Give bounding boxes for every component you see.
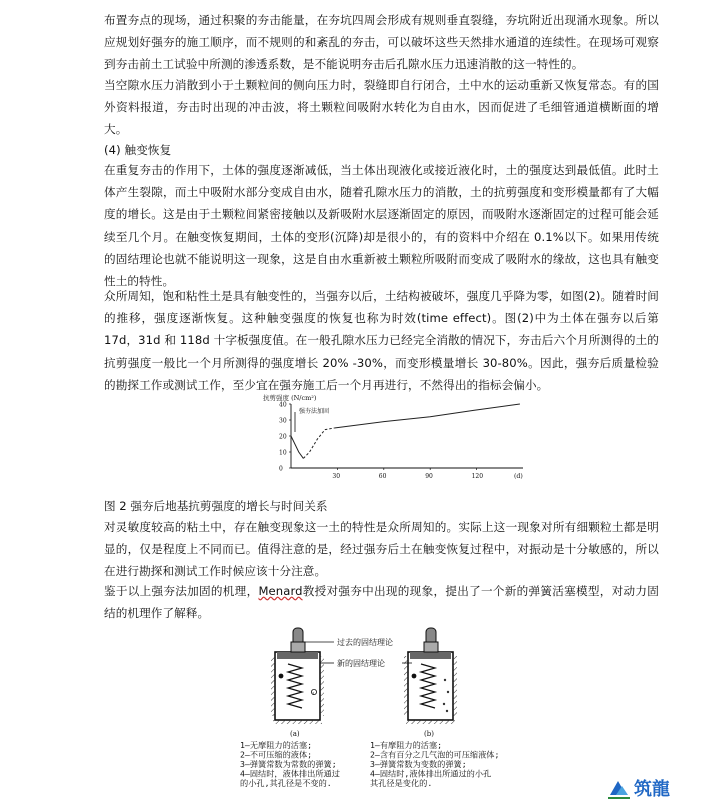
- svg-text:1: 1: [312, 691, 315, 696]
- section-heading-4: (4) 触变恢复: [104, 143, 172, 157]
- logo-text: 筑龍: [634, 779, 670, 800]
- strength-curve-segment-3: [334, 404, 520, 428]
- x-unit-label: (d): [514, 473, 523, 480]
- new-theory-label: 新的固结理论: [337, 659, 385, 668]
- x-tick-label: 60: [378, 473, 387, 480]
- chart-annotation: 强夯法加固: [299, 408, 330, 415]
- legend-line: 4—固结时,液体排出所通过的小孔: [370, 768, 492, 779]
- paragraph-6-end: 教授对强夯中出现的现象，提出了一个新的弹簧活塞模型，对动力固结的机理作了解释。: [104, 584, 659, 621]
- y-tick-label: 0: [279, 465, 283, 473]
- piston-model-a: [271, 628, 324, 724]
- panel-a-label: (a): [290, 730, 300, 738]
- spring-b: [421, 664, 435, 708]
- old-theory-label: 过去的固结理论: [337, 638, 393, 647]
- x-tick-label: 30: [332, 473, 341, 480]
- y-tick-label: 30: [279, 417, 287, 425]
- paragraph-3: 在重复夯击的作用下，土体的强度逐渐减低，当土体出现液化或接近液化时，土的强度达到最低值。此时土体产生裂隙，而土中吸附水部分变成自由水，随着孔隙水压力的消散，土的抗剪强度和变形模量都有了大幅度的增长。这是由于土颗粒间紧密接触以及新吸附水层逐渐固定的原因，而吸附水逐渐固定的过程可能会延续至几个月。在触变恢复期间，土体的变形(沉降)却是很小的，有的资料中介绍在 0.1%以下。如果用传统的固结理论也就不能说明这一现象，这是自由水重新被土颗粒所吸附而变成了吸附水的缘故，这也具有触变性土的特性。: [104, 163, 659, 289]
- legend-model-a: [240, 740, 340, 788]
- brand-logo: [606, 773, 706, 799]
- y-tick-label: 40: [279, 401, 287, 409]
- legend-line: 4—固结时，液体排出所通过: [240, 768, 340, 779]
- legend-line: 2—含有百分之几气泡的可压缩液体;: [370, 749, 500, 760]
- x-tick-label: 90: [425, 473, 433, 480]
- legend-line: 1—有摩阻力的活塞;: [370, 740, 443, 750]
- paragraph-1: 布置夯点的现场，通过积聚的夯击能量，在夯坑四周会形成有规则垂直裂缝，夯坑附近出现涌水现象。所以应规划好强夯的施工顺序，而不规则的和紊乱的夯击，可以破坏这些天然排水通道的连续性。在现场可观察到夯击前土工试验中所测的渗透系数，是不能说明夯击后孔隙水压力迅速消散的这一特性的。: [104, 13, 659, 72]
- figure-2-caption: 图 2 强夯后地基抗剪强度的增长与时间关系: [104, 499, 328, 513]
- y-tick-label: 20: [279, 433, 287, 441]
- chart-ylabel: 抗剪强度 (N/cm²): [263, 394, 317, 402]
- piston-a: [277, 652, 318, 659]
- legend-line: 其孔径是变化的.: [370, 778, 433, 788]
- legend-line: 1—无摩阻力的活塞;: [240, 740, 313, 750]
- spring-piston-model-figure: [240, 618, 500, 790]
- legend-line: 3—弹簧常数为变数的弹簧;: [370, 759, 467, 769]
- logo-mark-icon: [606, 773, 706, 799]
- y-tick-label: 10: [279, 449, 287, 457]
- legend-model-b: [370, 740, 499, 788]
- menard-name: Menard: [258, 584, 303, 598]
- strength-curve-segment-1: [291, 436, 303, 458]
- panel-b-label: (b): [424, 730, 434, 738]
- legend-line: 2—不可压缩的液体;: [240, 749, 313, 760]
- spring-a: [288, 664, 302, 708]
- shear-strength-chart: [255, 390, 535, 482]
- strength-curve-segment-2: [303, 428, 334, 458]
- x-tick-label: 120: [471, 473, 484, 480]
- paragraph-2: 当空隙水压力消散到小于土颗粒间的侧向压力时，裂缝即自行闭合，土中水的运动重新又恢复常态。有的国外资料报道，夯击时出现的冲击波，将土颗粒间吸附水转化为自由水，因而促进了毛细管通道横断面的增大。: [104, 78, 659, 137]
- paragraph-4: 众所周知，饱和粘性土是具有触变性的，当强夯以后，土结构被破坏，强度几乎降为零，如图(2)。随着时间的推移，强度逐渐恢复。这种触变强度的恢复也称为时效(time effect)。图(2)中为土体在强夯以后第 17d，31d 和 118d 十字板强度值。在一般孔隙水压力已经完全消散的情况下，夯击后六个月所测得的土的抗剪强度一般比一个月所测得的强度增长 20% -30%，而变形模量增长 30-80%。因此，强夯后质量检验的勘探工作或测试工作，至少宜在强夯施工后一个月再进行，不然得出的指标会偏小。: [104, 289, 659, 392]
- piston-model-b: [404, 628, 457, 724]
- legend-line: 3—弹簧常数为常数的弹簧;: [240, 759, 337, 769]
- paragraph-5: 对灵敏度较高的粘土中，存在触变现象这一土的特性是众所周知的。实际上这一现象对所有细颗粒土都是明显的，仅是程度上不同而已。值得注意的是，经过强夯后土在触变恢复过程中，对振动是十分敏感的，所以在进行勘探和测试工作时候应该十分注意。: [104, 520, 659, 579]
- paragraph-6-start: 鉴于以上强夯法加固的机理，: [104, 584, 259, 598]
- legend-line: 的小孔,其孔径是不变的.: [240, 778, 332, 788]
- piston-b: [410, 652, 451, 659]
